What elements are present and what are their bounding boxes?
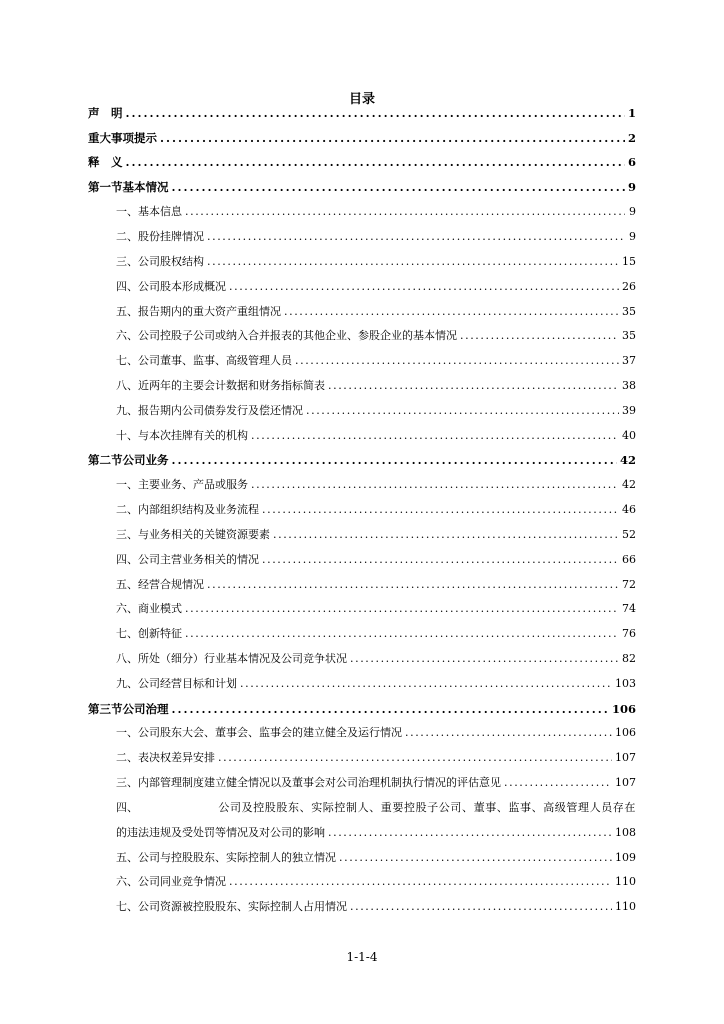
- toc-entry-page: 74: [622, 602, 636, 615]
- toc-subentry-number: 六、: [116, 875, 138, 888]
- toc-subentry-number: 八、: [116, 379, 138, 392]
- leader-dots: [229, 874, 612, 890]
- toc-subentry-number: 二、: [116, 503, 138, 516]
- toc-entry-page: 110: [615, 875, 636, 888]
- leader-dots: [172, 701, 609, 717]
- toc-subentry[interactable]: [116, 651, 636, 667]
- toc-entry-text: 报告期内的重大资产重组情况: [138, 305, 281, 318]
- leader-dots: [328, 825, 612, 841]
- toc-subentry-number: 九、: [116, 677, 138, 690]
- toc-subentry[interactable]: [116, 477, 636, 493]
- toc-section-entry[interactable]: [88, 701, 636, 717]
- toc-subentry-number: 五、: [116, 578, 138, 591]
- toc-entry-text: 主要业务、产品或服务: [138, 478, 248, 491]
- toc-entry-text: 公司经营目标和计划: [138, 677, 237, 690]
- toc-entry-page: 40: [622, 429, 636, 442]
- toc-subentry-number: 八、: [116, 652, 138, 665]
- toc-entry-text: 公司股本形成概况: [138, 280, 226, 293]
- toc-entry-page: 52: [622, 528, 636, 541]
- leader-dots: [306, 403, 619, 419]
- toc-entry-page: 110: [615, 900, 636, 913]
- toc-entry-page: 38: [622, 379, 636, 392]
- toc-entry-text: 与本次挂牌有关的机构: [138, 429, 248, 442]
- toc-entry[interactable]: [88, 130, 636, 146]
- toc-subentry-number: 七、: [116, 900, 138, 913]
- toc-subentry[interactable]: [116, 428, 636, 444]
- leader-dots: [405, 725, 612, 741]
- toc-subentry-number: 三、: [116, 528, 138, 541]
- toc-entry-page: 109: [615, 851, 636, 864]
- toc-subentry[interactable]: [116, 304, 636, 320]
- toc-subentry-number: 六、: [116, 329, 138, 342]
- toc-entry-page: 103: [615, 677, 636, 690]
- toc-section-entry[interactable]: [88, 452, 636, 468]
- toc-subentry[interactable]: [116, 254, 636, 270]
- leader-dots: [185, 626, 619, 642]
- toc-entry[interactable]: [88, 154, 636, 170]
- toc-subentry[interactable]: [116, 601, 636, 617]
- toc-subentry[interactable]: [116, 775, 636, 791]
- leader-dots: [172, 179, 625, 195]
- toc-subentry-number: 一、: [116, 478, 138, 491]
- leader-dots: [185, 204, 625, 220]
- toc-subentry[interactable]: [116, 626, 636, 642]
- toc-subentry[interactable]: [116, 850, 636, 866]
- toc-entry-text: 公司股权结构: [138, 255, 204, 268]
- toc-subentry[interactable]: [116, 204, 636, 220]
- toc-entry-page: 26: [622, 280, 636, 293]
- leader-dots: [185, 601, 619, 617]
- toc-entry-page: 66: [622, 553, 636, 566]
- toc-entry-page: 35: [622, 305, 636, 318]
- toc-entry-text: 重大事项提示: [88, 131, 157, 145]
- leader-dots: [251, 477, 619, 493]
- toc-entry-page: 9: [629, 205, 636, 218]
- toc-subentry[interactable]: [116, 874, 636, 890]
- toc-entry-text: 所处（细分）行业基本情况及公司竞争状况: [138, 652, 347, 665]
- toc-subentry-number: 四、: [116, 801, 138, 814]
- toc-subentry[interactable]: [116, 750, 636, 766]
- toc-subentry-number: 十、: [116, 429, 138, 442]
- toc-subentry-number: 二、: [116, 751, 138, 764]
- toc-section-number: 第二节: [88, 453, 123, 467]
- toc-subentry[interactable]: [116, 328, 636, 344]
- toc-entry-text: 报告期内公司债券发行及偿还情况: [138, 404, 303, 417]
- leader-dots: [207, 577, 619, 593]
- toc-entry-page: 15: [622, 255, 636, 268]
- leader-dots: [160, 130, 625, 146]
- toc-subentry-number: 九、: [116, 404, 138, 417]
- toc-subentry-number: 二、: [116, 230, 138, 243]
- leader-dots: [350, 899, 612, 915]
- page-number: 1-1-4: [346, 950, 378, 964]
- leader-dots: [295, 353, 619, 369]
- toc-subentry-number: 一、: [116, 205, 138, 218]
- toc-entry-text-continuation: 的违法违规及受处罚等情况及对公司的影响: [116, 826, 325, 839]
- leader-dots: [207, 254, 619, 270]
- toc-entry-page: 6: [627, 155, 636, 169]
- toc-subentry-number: 三、: [116, 776, 138, 789]
- toc-subentry-number: 五、: [116, 851, 138, 864]
- leader-dots: [251, 428, 619, 444]
- toc-subentry-number: 四、: [116, 553, 138, 566]
- leader-dots: [126, 105, 625, 121]
- toc-subentry-number: 七、: [116, 627, 138, 640]
- toc-subentry-number: 三、: [116, 255, 138, 268]
- toc-entry-text: 公司及控股股东、实际控制人、重要控股子公司、董事、监事、高级管理人员存在: [218, 801, 636, 814]
- toc-entry-text: 公司控股子公司或纳入合并报表的其他企业、参股企业的基本情况: [138, 329, 457, 342]
- toc-entry-text: 基本信息: [138, 205, 182, 218]
- toc-entry-text: 表决权差异安排: [138, 751, 215, 764]
- leader-dots: [339, 850, 612, 866]
- toc-subentry-number: 五、: [116, 305, 138, 318]
- toc-entry[interactable]: [88, 105, 636, 121]
- toc-entry-text: 公司业务: [122, 453, 169, 467]
- toc-subentry[interactable]: [116, 229, 636, 245]
- leader-dots: [240, 676, 612, 692]
- leader-dots: [207, 229, 625, 245]
- toc-entry-page: 9: [627, 180, 636, 194]
- leader-dots: [504, 775, 612, 791]
- toc-entry-text: 经营合规情况: [138, 578, 204, 591]
- toc-subentry[interactable]: [116, 279, 636, 295]
- toc-entry-page: 76: [622, 627, 636, 640]
- toc-entry-text: 内部组织结构及业务流程: [138, 503, 259, 516]
- leader-dots: [273, 527, 619, 543]
- toc-entry-page: 42: [622, 478, 636, 491]
- toc-entry-text: 商业模式: [138, 602, 182, 615]
- toc-entry-page: 82: [622, 652, 636, 665]
- toc-subentry[interactable]: [116, 353, 636, 369]
- toc-subentry[interactable]: [116, 378, 636, 394]
- toc-entry-text: 基本情况: [122, 180, 169, 194]
- toc-subentry[interactable]: [116, 899, 636, 915]
- toc-subentry[interactable]: [116, 502, 636, 518]
- toc-subentry[interactable]: [116, 676, 636, 692]
- toc-entry-page: 107: [615, 751, 636, 764]
- toc-entry-page: 39: [622, 404, 636, 417]
- toc-entry-page: 107: [615, 776, 636, 789]
- toc-subentry-wrapped-line[interactable]: [116, 800, 636, 816]
- toc-subentry-number: 七、: [116, 354, 138, 367]
- toc-section-entry[interactable]: [88, 179, 636, 195]
- toc-subentry-continuation[interactable]: [116, 825, 636, 841]
- toc-subentry[interactable]: [116, 577, 636, 593]
- toc-entry-text: 释 义: [88, 155, 123, 169]
- toc-section-number: 第一节: [88, 180, 123, 194]
- toc-subentry[interactable]: [116, 403, 636, 419]
- toc-entry-text: 公司资源被控股股东、实际控制人占用情况: [138, 900, 347, 913]
- leader-dots: [284, 304, 619, 320]
- toc-entry-page: 108: [615, 826, 636, 839]
- toc-entry-text: 内部管理制度建立健全情况以及董事会对公司治理机制执行情况的评估意见: [138, 776, 501, 789]
- toc-entry-text: 公司与控股股东、实际控制人的独立情况: [138, 851, 336, 864]
- toc-subentry[interactable]: [116, 725, 636, 741]
- leader-dots: [218, 750, 612, 766]
- toc-entry-text: 公司主营业务相关的情况: [138, 553, 259, 566]
- toc-entry-page: 9: [629, 230, 636, 243]
- toc-entry-text: 股份挂牌情况: [138, 230, 204, 243]
- toc-entry-text: 公司治理: [122, 702, 169, 716]
- toc-subentry[interactable]: [116, 527, 636, 543]
- toc-section-number: 第三节: [88, 702, 123, 716]
- toc-entry-page: 1: [627, 106, 636, 120]
- leader-dots: [229, 279, 619, 295]
- toc-entry-page: 46: [622, 503, 636, 516]
- toc-entry-page: 2: [627, 131, 636, 145]
- toc-title: 目录: [348, 92, 375, 107]
- toc-entry-page: 72: [622, 578, 636, 591]
- leader-dots: [126, 154, 625, 170]
- toc-subentry[interactable]: [116, 552, 636, 568]
- toc-entry-text: 创新特征: [138, 627, 182, 640]
- leader-dots: [460, 328, 619, 344]
- leader-dots: [350, 651, 619, 667]
- leader-dots: [172, 452, 617, 468]
- leader-dots: [328, 378, 619, 394]
- toc-entry-page: 106: [615, 726, 636, 739]
- toc-entry-text: 公司董事、监事、高级管理人员: [138, 354, 292, 367]
- toc-subentry-number: 四、: [116, 280, 138, 293]
- toc-entry-text: 与业务相关的关键资源要素: [138, 528, 270, 541]
- toc-entry-page: 35: [622, 329, 636, 342]
- toc-subentry-number: 六、: [116, 602, 138, 615]
- toc-subentry-number: 一、: [116, 726, 138, 739]
- toc-entry-text: 公司股东大会、董事会、监事会的建立健全及运行情况: [138, 726, 402, 739]
- toc-entry-text: 公司同业竞争情况: [138, 875, 226, 888]
- toc-entry-text: 声 明: [88, 106, 123, 120]
- toc-entry-page: 106: [611, 702, 636, 716]
- toc-entry-page: 42: [619, 453, 636, 467]
- toc-entry-page: 37: [622, 354, 636, 367]
- leader-dots: [262, 552, 619, 568]
- leader-dots: [262, 502, 619, 518]
- toc-entry-text: 近两年的主要会计数据和财务指标简表: [138, 379, 325, 392]
